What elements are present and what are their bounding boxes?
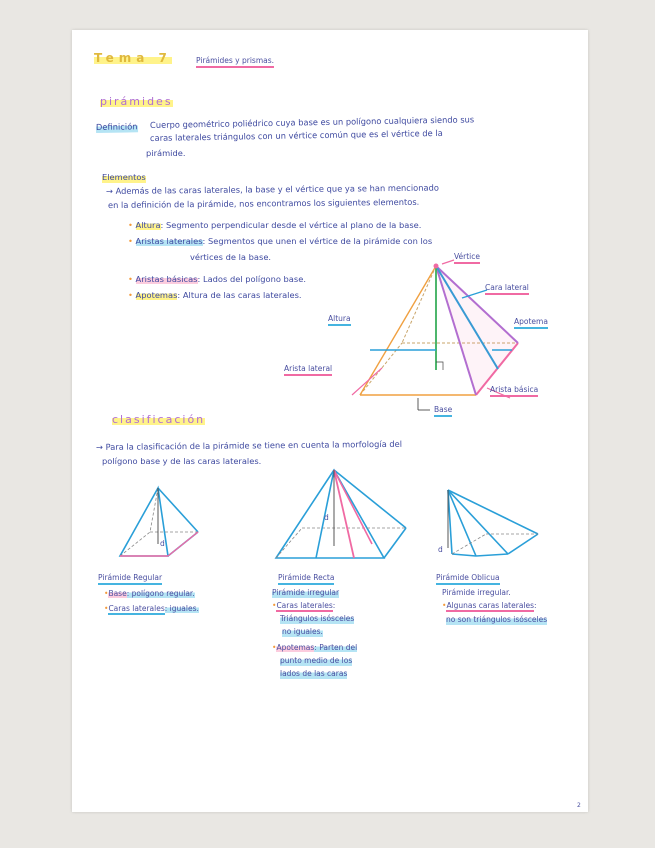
clasificacion-intro-2: polígono base y de las caras laterales.: [102, 456, 262, 466]
type-oblicua-line-3: no son triángulos isósceles: [446, 615, 548, 624]
elemento-term: Altura: [135, 220, 161, 230]
pyramid-regular-diagram: [116, 482, 206, 568]
elemento-desc: Segmentos que unen el vértice de la pirámide con los: [207, 236, 433, 246]
elemento-term: Aristas básicas: [135, 274, 198, 284]
elemento-aristas-laterales: • Aristas laterales: Segmentos que unen el vértice de la pirámide con los: [128, 236, 433, 246]
small-d-2: d: [324, 513, 329, 522]
type-term: Algunas caras laterales: [446, 601, 535, 610]
elementos-intro-1: → Además de las caras laterales, la base y el vértice que ya se han mencionado: [105, 182, 439, 196]
type-oblicua-name: Pirámide Oblicua: [436, 572, 500, 585]
small-d-3: d: [438, 545, 443, 554]
type-term: Caras laterales: [276, 601, 333, 610]
type-regular-name: Pirámide Regular: [98, 572, 162, 585]
elemento-aristas-basicas: • Aristas básicas: Lados del polígono base.: [128, 274, 306, 284]
definicion-line-3: pirámide.: [146, 148, 186, 158]
definicion-line-2: caras laterales triángulos con un vértice común que es el vértice de la: [149, 127, 443, 143]
type-recta-line-1: Pirámide irregular: [272, 588, 340, 597]
section-heading-piramides: pirámides: [100, 95, 173, 108]
type-desc: : polígono regular.: [126, 589, 195, 598]
pyramid-oblicua-diagram: [438, 486, 548, 562]
type-recta-name: Pirámide Recta: [278, 572, 334, 585]
section-heading-clasificacion: clasificación: [112, 413, 206, 426]
page-number: 2: [577, 802, 581, 809]
pyramid-recta-diagram: [272, 466, 412, 566]
type-desc: :: [534, 601, 537, 610]
label-vertice: Vértice: [454, 251, 480, 264]
type-recta-line-4: no iguales.: [282, 627, 323, 636]
elemento-term: Apotemas: [135, 290, 178, 300]
elemento-term: Aristas laterales: [135, 236, 203, 246]
page-title: Tema 7: [94, 51, 172, 65]
elemento-desc: Segmento perpendicular desde el vértice al plano de la base.: [165, 220, 422, 230]
label-arista-basica: Arista básica: [490, 384, 538, 397]
type-oblicua-line-1: Pirámide irregular.: [442, 588, 511, 597]
label-cara-lateral: Cara lateral: [485, 282, 529, 295]
label-base: Base: [434, 404, 452, 417]
type-term: Caras laterales: [108, 604, 165, 613]
definicion-label: Definición: [95, 121, 138, 132]
page-subtitle: Pirámides y prismas.: [196, 55, 274, 68]
type-recta-line-7: lados de las caras: [280, 669, 348, 678]
type-desc: : Parten del: [314, 643, 358, 652]
small-d-1: d: [160, 539, 165, 548]
type-recta-line-5: •Apotemas: Parten del: [272, 643, 358, 652]
type-desc: : iguales.: [164, 604, 199, 613]
definicion-line-1: Cuerpo geométrico poliédrico cuya base es un polígono cualquiera siendo sus: [149, 114, 475, 130]
elemento-aristas-laterales-cont: vértices de la base.: [190, 252, 272, 262]
type-term: Apotemas: [276, 643, 315, 652]
elemento-apotemas: • Apotemas: Altura de las caras laterales.: [128, 290, 302, 300]
clasificacion-intro-1: → Para la clasificación de la pirámide se tiene en cuenta la morfología del: [95, 438, 403, 452]
elementos-label: Elementos: [102, 172, 146, 182]
elemento-desc: Lados del polígono base.: [202, 274, 306, 284]
label-arista-lateral: Arista lateral: [284, 363, 332, 376]
type-term: Base: [108, 589, 127, 598]
type-recta-line-6: punto medio de los: [280, 656, 353, 665]
notebook-page: [72, 30, 588, 812]
type-regular-line-2: •Caras laterales: iguales.: [104, 604, 199, 613]
elementos-intro-2: en la definición de la pirámide, nos encontramos los siguientes elementos.: [107, 196, 420, 210]
type-oblicua-line-2: •Algunas caras laterales:: [442, 601, 537, 610]
label-apotema: Apotema: [514, 316, 548, 329]
elemento-desc: Altura de las caras laterales.: [182, 290, 302, 300]
elemento-altura: • Altura: Segmento perpendicular desde el vértice al plano de la base.: [128, 220, 422, 230]
label-altura: Altura: [328, 313, 351, 326]
type-desc: :: [332, 601, 336, 610]
type-recta-line-2: •Caras laterales:: [272, 601, 336, 610]
type-regular-line-1: •Base: polígono regular.: [104, 589, 195, 598]
type-recta-line-3: Triángulos isósceles: [280, 614, 355, 623]
